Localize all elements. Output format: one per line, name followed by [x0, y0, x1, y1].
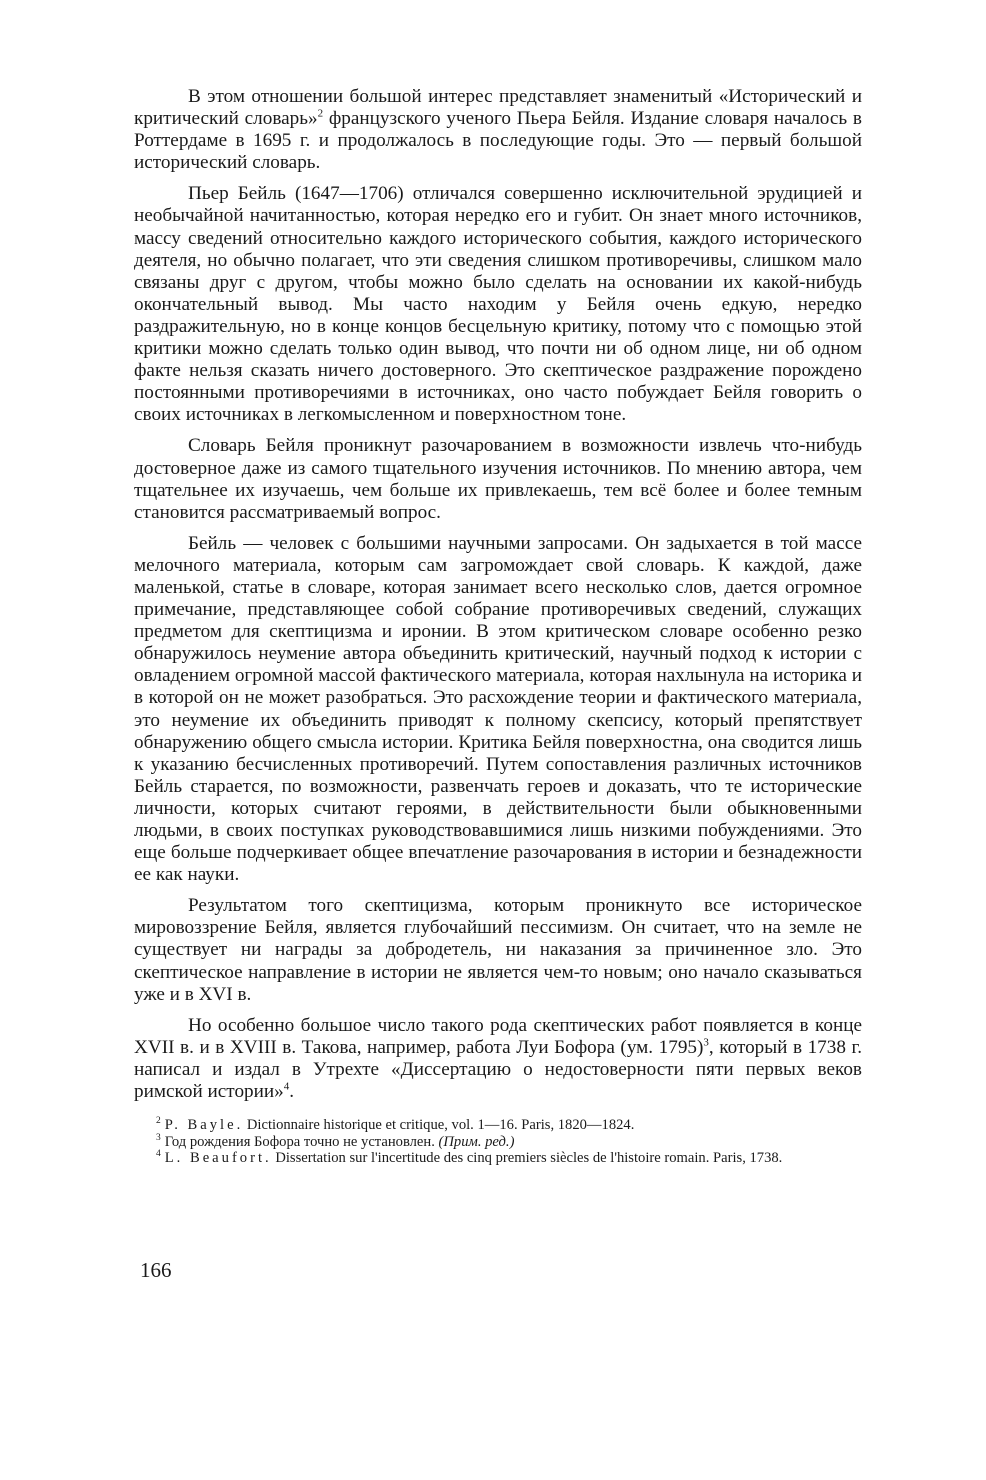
footnote-ref: 2 [317, 107, 324, 120]
footnote-author: L. Beaufort. [164, 1149, 272, 1166]
page-number: 166 [140, 1258, 172, 1282]
footnote-4 [134, 1150, 862, 1166]
paragraph-3: Словарь Бейля проникнут разочарованием в возможности извлечь что-нибудь достоверное даже из самого тщательного изучения источников. По мнению автора, чем тщательнее их изучаешь, чем больше их привлекаешь, тем всё более и более темным становится рассматриваемый вопрос. [134, 435, 862, 523]
paragraph-text: французского ученого Пьера Бейля. Издание словаря началось в Роттердаме в 1695 г. и продолжалось в последующие годы. Это — первый большой исторический словарь. [134, 108, 862, 174]
paragraph-1 [134, 86, 862, 174]
paragraph-text: , который в 1738 г. написал и издал в Утрехте «Диссертацию о недостоверности пяти первых веков римской истории» [134, 1036, 863, 1103]
footnote-text: Год рождения Бофора точно не установлен. [164, 1133, 439, 1150]
editor-note: (Прим. ред.) [438, 1133, 515, 1150]
footnote-text: Dissertation sur l'incertitude des cinq premiers siècles de l'histoire romain. Paris, 1738. [271, 1149, 783, 1166]
footnote-text: Dictionnaire historique et critique, vol. 1—16. Paris, 1820—1824. [243, 1117, 635, 1134]
footnotes [134, 1117, 862, 1166]
footnote-ref: 3 [703, 1036, 709, 1049]
paragraph-5: Результатом того скептицизма, которым проникнуто все историческое мировоззрение Бейля, является глубочайший пессимизм. Он считает, что на земле не существует ни награды за добродетель, ни наказания за причиненное зло. Это скептическое направление в истории не является чем-то новым; оно начало сказываться уже и в XVI в. [134, 895, 862, 1005]
paragraph-6 [134, 1015, 862, 1103]
footnote-2 [134, 1117, 862, 1133]
paragraph-4: Бейль — человек с большими научными запросами. Он задыхается в той массе мелочного материала, которым сам загромождает свой словарь. К каждой, даже маленькой, статье в словаре, которая занимает всего несколько слов, дается огромное примечание, представляющее собой собрание противоречивых сведений, служащих предметом для скептицизма и иронии. В этом критическом словаре особенно резко обнаружилось неумение автора объединить критический, научный подход к истории с овладением огромной массой фактического материала, которая нахлынула на историка и в которой он не может разобраться. Это расхождение теории и фактического материала, это неумение их объединить приводят к полному скепсису, который препятствует обнаружению общего смысла истории. Критика Бейля поверхностна, она сводится лишь к указанию бесчисленных противоречий. Путем сопоставления различных источников Бейль старается, по возможности, развенчать героев и доказать, что те исторические личности, которых считают героями, в действительности были обыкновенными людьми, в своих поступках руководствовавшимися лишь низкими побуждениями. Это еще больше подчеркивает общее впечатление разочарования в истории и безнадежности ее как науки. [134, 532, 862, 886]
paragraph-text: В этом отношении большой интерес представляет знаменитый «Исторический и критический словарь» [134, 86, 862, 130]
paragraph-text: . [289, 1081, 295, 1103]
footnote-number: 2 [156, 1116, 161, 1127]
footnote-3 [134, 1134, 862, 1150]
paragraph-text: Но особенно большое число такого рода скептических работ появляется в конце XVII в. и в XVIII в. Такова, например, работа Луи Бофора (ум. 1795) [134, 1014, 862, 1058]
page-body [134, 86, 862, 1166]
footnote-ref: 4 [283, 1080, 290, 1093]
paragraph-2: Пьер Бейль (1647—1706) отличался совершенно исключительной эрудицией и необычайной начитанностью, которая нередко его и губит. Он знает много источников, массу сведений относительно каждого исторического события, каждого исторического деятеля, но обычно полагает, что эти сведения слишком противоречивы, слишком мало связаны друг с другом, чтобы можно было сделать на основании их какой-нибудь окончательный вывод. Мы часто находим у Бейля очень едкую, нередко раздражительную, но в конце концов бесцельную критику, потому что с помощью этой критики можно сделать только один вывод, что почти ни об одном лице, ни об одном факте нельзя сказать ничего достоверного. Это скептическое раздражение порождено постоянными противоречиями в источниках, оно часто побуждает Бейля говорить о своих источниках в легкомысленном и поверхностном тоне. [134, 183, 862, 426]
footnote-author: P. Bayle. [164, 1117, 244, 1134]
footnote-number: 3 [156, 1132, 161, 1143]
footnote-number: 4 [156, 1149, 161, 1160]
